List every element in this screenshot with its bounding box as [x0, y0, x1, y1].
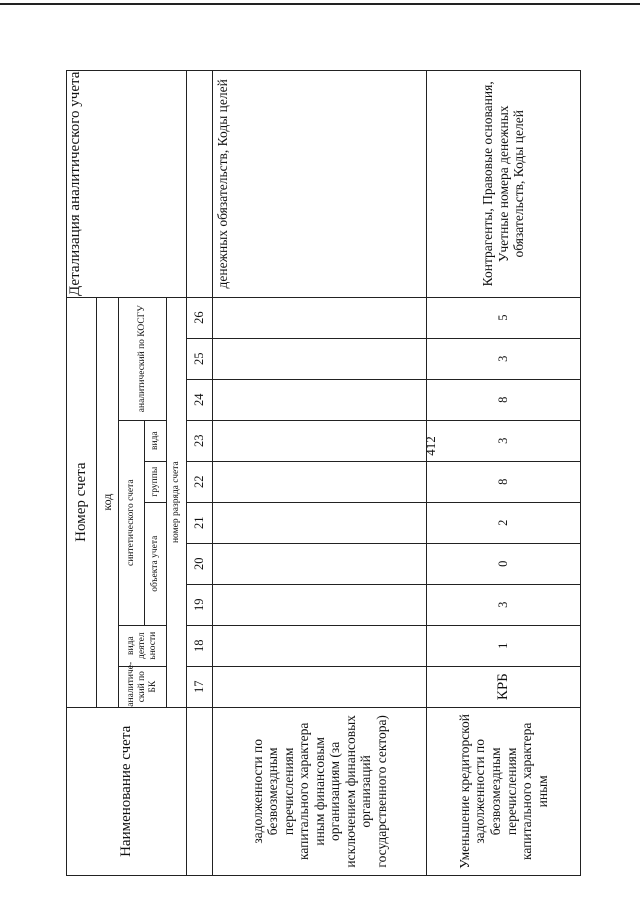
digit-cell: 21	[187, 502, 213, 543]
row2-code-cell: КРБ	[427, 666, 581, 707]
col-header-detail: Детализация аналитического учета	[67, 71, 187, 298]
row2-code-cell: 3	[427, 420, 581, 461]
col-header-code: код	[97, 297, 119, 707]
row1-code-cell	[213, 543, 427, 584]
col-header-analytic-kosgu: аналитический по КОСГУ	[119, 297, 167, 420]
digit-cell: 25	[187, 338, 213, 379]
row2-code-cell: 2	[427, 502, 581, 543]
row1-code-cell	[213, 379, 427, 420]
col-header-analytic-bk: аналитический по БК	[119, 666, 167, 707]
top-rule	[0, 3, 640, 5]
row1-code-cell	[213, 584, 427, 625]
digit-cell: 17	[187, 666, 213, 707]
digit-cell: 20	[187, 543, 213, 584]
row2-detail: Контрагенты, Правовые основания, Учетные номера денежных обязательств, Коды целей	[427, 71, 581, 298]
col-header-group: группы	[145, 461, 167, 502]
digit-cell: 22	[187, 461, 213, 502]
rotated-table-wrapper	[66, 70, 580, 876]
row2-code-cell: 0	[427, 543, 581, 584]
digit-cell: 26	[187, 297, 213, 338]
digit-cell: 19	[187, 584, 213, 625]
col-header-synthetic: синтетического счета	[119, 420, 145, 625]
col-header-digit-number: номер разряда счета	[167, 297, 187, 707]
col-header-account-number: Номер счета	[67, 297, 97, 707]
row2-code-cell: 3	[427, 338, 581, 379]
digit-cell-empty-right	[187, 71, 213, 298]
row1-detail: денежных обязательств, Коды целей	[213, 71, 427, 298]
col-header-account-object: объекта учета	[145, 502, 167, 625]
row1-code-cell	[213, 666, 427, 707]
digit-cell: 18	[187, 625, 213, 666]
row1-code-cell	[213, 502, 427, 543]
row1-code-cell	[213, 461, 427, 502]
account-table	[66, 70, 581, 876]
row2-account-name: Уменьшение кредиторской задолженности по безвозмездным перечислениям капитального характера иным	[427, 707, 581, 875]
col-header-account-name: Наименование счета	[67, 707, 187, 875]
row2-code-cell: 3	[427, 584, 581, 625]
digit-cell: 24	[187, 379, 213, 420]
row2-code-cell: 8	[427, 379, 581, 420]
row1-account-name: задолженности по безвозмездным перечислениям капитального характера иным финансовым организациям (за исключением финансовых организаций государственного сектора)	[213, 707, 427, 875]
row2-code-cell: 5	[427, 297, 581, 338]
row2-code-cell: 1	[427, 625, 581, 666]
row2-code-cell: 8	[427, 461, 581, 502]
col-header-activity-type: вида деятел ьности	[119, 625, 167, 666]
row1-code-cell	[213, 338, 427, 379]
row1-code-cell	[213, 420, 427, 461]
page-number: 412	[422, 436, 438, 456]
row1-code-cell	[213, 297, 427, 338]
digit-cell: 23	[187, 420, 213, 461]
col-header-kind: вида	[145, 420, 167, 461]
row1-code-cell	[213, 625, 427, 666]
digit-cell-empty-left	[187, 707, 213, 875]
